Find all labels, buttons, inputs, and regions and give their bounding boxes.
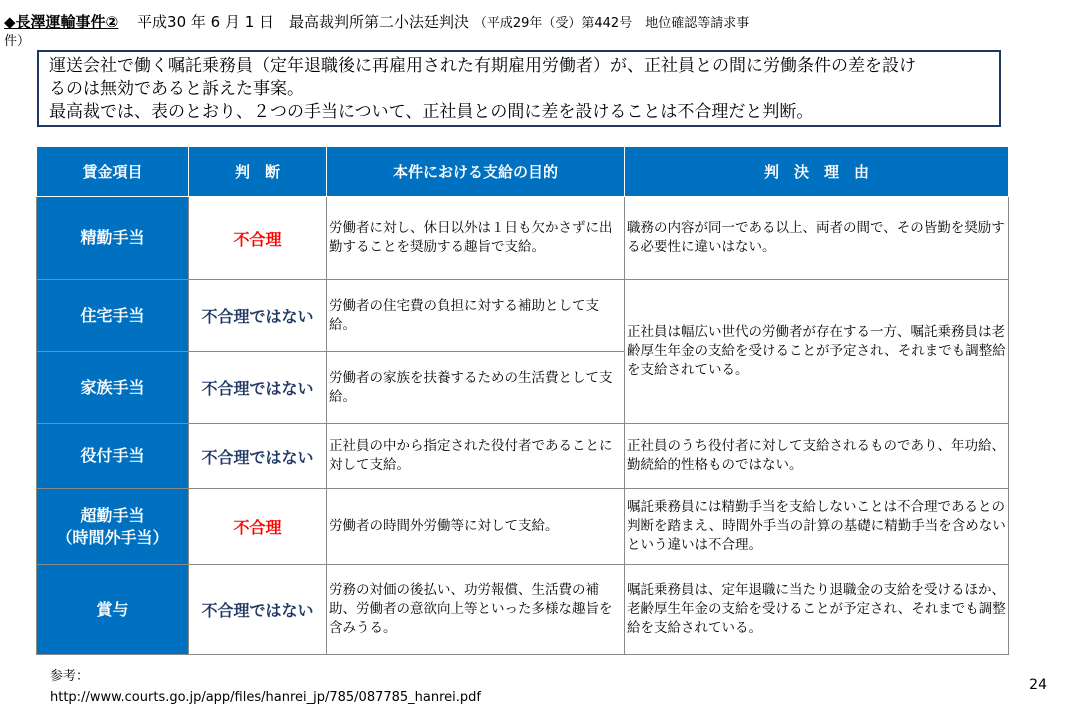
- table-row: [37, 280, 1009, 352]
- table-header-row: [37, 147, 1009, 197]
- header-reason: 判 決 理 由: [625, 147, 1009, 197]
- wage-item-line-2: （時間外手当）: [56, 527, 169, 547]
- wage-item-line-1: 超勤手当: [80, 505, 145, 525]
- reason-cell: 職務の内容が同一である以上、両者の間で、その皆勤を奨励する必要性に違いはない。: [625, 197, 1009, 280]
- purpose-cell: 労務の対価の後払い、功労報償、生活費の補助、労働者の意欲向上等といった多様な趣旨を含みうる。: [327, 565, 625, 655]
- reference-note: [50, 666, 481, 708]
- table-row: [37, 489, 1009, 565]
- court-date: 平成30 年 6 月 1 日 最高裁判所第二小法廷判決: [137, 13, 470, 31]
- wage-item-cell: 賞与: [37, 565, 189, 655]
- wage-item-cell: 家族手当: [37, 352, 189, 424]
- case-summary-box: [37, 50, 1001, 127]
- case-name: ◆長澤運輸事件②: [4, 13, 119, 31]
- reference-url[interactable]: http://www.courts.go.jp/app/files/hanrei_jp/785/087785_hanrei.pdf: [50, 690, 482, 705]
- summary-line-2: るのは無効であると訴えた事案。: [49, 79, 304, 99]
- allowance-judgment-table: [36, 146, 1009, 655]
- case-number-continued: 件）: [4, 34, 31, 49]
- purpose-cell: 労働者の住宅費の負担に対する補助として支給。: [327, 280, 625, 352]
- page-number: 24: [1029, 677, 1047, 693]
- slide-title: [4, 12, 1074, 34]
- purpose-cell: 労働者の時間外労働等に対して支給。: [327, 489, 625, 565]
- wage-item-cell: 役付手当: [37, 424, 189, 489]
- wage-item-cell: 精勤手当: [37, 197, 189, 280]
- reason-cell: 嘱託乗務員には精勤手当を支給しないことは不合理であるとの判断を踏まえ、時間外手当の計算の基礎に精勤手当を含めないという違いは不合理。: [625, 489, 1009, 565]
- table-row: [37, 424, 1009, 489]
- judgment-cell: 不合理: [189, 489, 327, 565]
- summary-line-3: 最高裁では、表のとおり、２つの手当について、正社員との間に差を設けることは不合理だと判断。: [49, 102, 814, 122]
- table-row: [37, 565, 1009, 655]
- purpose-cell: 労働者に対し、休日以外は１日も欠かさずに出勤することを奨励する趣旨で支給。: [327, 197, 625, 280]
- judgment-cell: 不合理ではない: [189, 280, 327, 352]
- header-wage-item: 賃金項目: [37, 147, 189, 197]
- reason-cell: 嘱託乗務員は、定年退職に当たり退職金の支給を受けるほか、老齢厚生年金の支給を受けることが予定され、それまでも調整給を支給されている。: [625, 565, 1009, 655]
- judgment-cell: 不合理: [189, 197, 327, 280]
- header-purpose: 本件における支給の目的: [327, 147, 625, 197]
- reference-label: 参考：: [50, 669, 90, 684]
- reason-cell: 正社員のうち役付者に対して支給されるものであり、年功給、勤続給的性格ものではない。: [625, 424, 1009, 489]
- purpose-cell: 労働者の家族を扶養するための生活費として支給。: [327, 352, 625, 424]
- wage-item-cell: 住宅手当: [37, 280, 189, 352]
- wage-item-cell: [37, 489, 189, 565]
- header-judgment: 判 断: [189, 147, 327, 197]
- case-number: （平成29年（受）第442号 地位確認等請求事: [473, 16, 750, 31]
- judgment-cell: 不合理ではない: [189, 424, 327, 489]
- table-row: [37, 197, 1009, 280]
- judgment-cell: 不合理ではない: [189, 565, 327, 655]
- summary-line-1: 運送会社で働く嘱託乗務員（定年退職後に再雇用された有期雇用労働者）が、正社員との間に労働条件の差を設け: [49, 56, 916, 76]
- judgment-cell: 不合理ではない: [189, 352, 327, 424]
- reason-cell-merged: 正社員は幅広い世代の労働者が存在する一方、嘱託乗務員は老齢厚生年金の支給を受けることが予定され、それまでも調整給を支給されている。: [625, 280, 1009, 424]
- purpose-cell: 正社員の中から指定された役付者であることに対して支給。: [327, 424, 625, 489]
